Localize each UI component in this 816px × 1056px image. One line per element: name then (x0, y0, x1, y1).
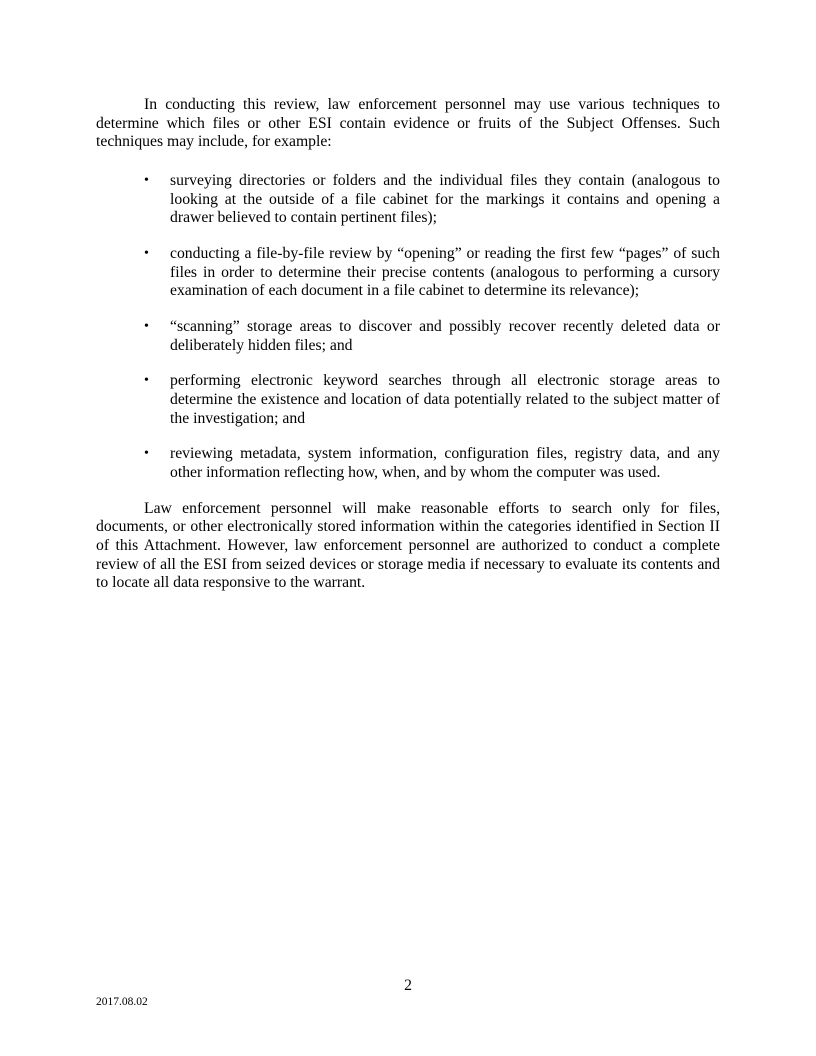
list-item (144, 318, 720, 355)
list-item (144, 445, 720, 482)
techniques-bullet-list (144, 172, 720, 483)
list-item-text: reviewing metadata, system information, configuration files, registry data, and any other information reflecting how, when, and by whom the computer was used. (170, 445, 720, 482)
list-item (144, 245, 720, 301)
bullet-icon: • (144, 373, 149, 389)
footer-date: 2017.08.02 (96, 996, 148, 1009)
bullet-icon: • (144, 319, 149, 335)
closing-paragraph: Law enforcement personnel will make reasonable efforts to search only for files, documents, or other electronically stored information within the categories identified in Section II of this Attachment. However, law enforcement personnel are authorized to conduct a complete review of all the ESI from seized devices or storage media if necessary to evaluate its contents and to locate all data responsive to the warrant. (96, 499, 720, 592)
list-item-text: “scanning” storage areas to discover and possibly recover recently deleted data or deliberately hidden files; and (170, 318, 720, 354)
document-body (96, 96, 720, 593)
list-item-text: surveying directories or folders and the individual files they contain (analogous to looking at the outside of a file cabinet for the markings it contains and opening a drawer believed to contain pertinent files); (170, 172, 720, 227)
page-number: 2 (404, 977, 412, 995)
list-item (144, 372, 720, 428)
bullet-icon: • (144, 246, 149, 262)
list-item-text: performing electronic keyword searches through all electronic storage areas to determine the existence and location of data potentially related to the subject matter of the investigation; and (170, 372, 720, 427)
bullet-icon: • (144, 446, 149, 462)
bullet-icon: • (144, 173, 149, 189)
intro-paragraph: In conducting this review, law enforcement personnel may use various techniques to determine which files or other ESI contain evidence or fruits of the Subject Offenses. Such techniques may include, for example: (96, 96, 720, 151)
list-item-text: conducting a file-by-file review by “opening” or reading the first few “pages” of such files in order to determine their precise contents (analogous to performing a cursory examination of each document in a file cabinet to determine its relevance); (170, 245, 720, 300)
list-item (144, 172, 720, 228)
